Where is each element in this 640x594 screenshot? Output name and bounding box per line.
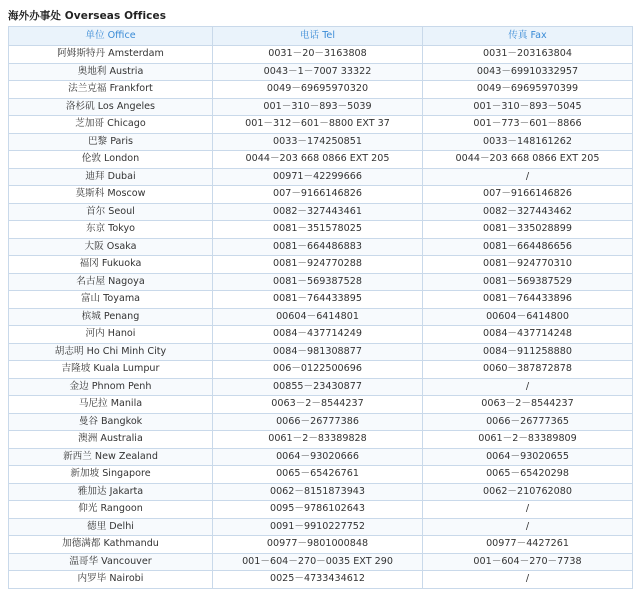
table-row (9, 98, 633, 116)
tel-cell: 001－310－893－5039 (213, 98, 423, 116)
fax-cell: / (423, 571, 633, 589)
table-row (9, 466, 633, 484)
column-header-fax: 传真 Fax (423, 27, 633, 46)
fax-cell: 0081－764433896 (423, 291, 633, 309)
table-row (9, 186, 633, 204)
office-cell: 巴黎 Paris (9, 133, 213, 151)
table-row (9, 483, 633, 501)
tel-cell: 0095－9786102643 (213, 501, 423, 519)
office-cell: 阿姆斯特丹 Amsterdam (9, 46, 213, 64)
office-cell: 伦敦 London (9, 151, 213, 169)
tel-cell: 00604－6414801 (213, 308, 423, 326)
office-cell: 莫斯科 Moscow (9, 186, 213, 204)
table-row (9, 553, 633, 571)
table-row (9, 81, 633, 99)
tel-cell: 00977－9801000848 (213, 536, 423, 554)
table-body (9, 46, 633, 589)
fax-cell: 0065－65420298 (423, 466, 633, 484)
page-title: 海外办事处 Overseas Offices (8, 10, 167, 22)
table-row (9, 326, 633, 344)
table-header-row (9, 27, 633, 46)
fax-cell: 0084－437714248 (423, 326, 633, 344)
fax-cell: / (423, 168, 633, 186)
tel-cell: 0063－2－8544237 (213, 396, 423, 414)
offices-table (8, 26, 633, 589)
fax-cell: 001－604－270－7738 (423, 553, 633, 571)
office-cell: 大阪 Osaka (9, 238, 213, 256)
table-row (9, 396, 633, 414)
fax-cell: 0081－569387529 (423, 273, 633, 291)
office-cell: 河内 Hanoi (9, 326, 213, 344)
table-row (9, 133, 633, 151)
table-row (9, 413, 633, 431)
office-cell: 德里 Delhi (9, 518, 213, 536)
table-row (9, 168, 633, 186)
table-row (9, 448, 633, 466)
table-row (9, 151, 633, 169)
table-row (9, 571, 633, 589)
tel-cell: 0081－664486883 (213, 238, 423, 256)
office-cell: 首尔 Seoul (9, 203, 213, 221)
tel-cell: 0066－26777386 (213, 413, 423, 431)
office-cell: 胡志明 Ho Chi Minh City (9, 343, 213, 361)
table-row (9, 46, 633, 64)
fax-cell: 0043－69910332957 (423, 63, 633, 81)
office-cell: 芝加哥 Chicago (9, 116, 213, 134)
office-cell: 内罗毕 Nairobi (9, 571, 213, 589)
table-row (9, 273, 633, 291)
office-cell: 迪拜 Dubai (9, 168, 213, 186)
office-cell: 马尼拉 Manila (9, 396, 213, 414)
office-cell: 奥地利 Austria (9, 63, 213, 81)
table-row (9, 116, 633, 134)
fax-cell: 0060－387872878 (423, 361, 633, 379)
table-row (9, 536, 633, 554)
table-row (9, 431, 633, 449)
office-cell: 法兰克福 Frankfort (9, 81, 213, 99)
fax-cell: 0063－2－8544237 (423, 396, 633, 414)
tel-cell: 0082－327443461 (213, 203, 423, 221)
office-cell: 东京 Tokyo (9, 221, 213, 239)
office-cell: 福冈 Fukuoka (9, 256, 213, 274)
fax-cell: / (423, 518, 633, 536)
office-cell: 名古屋 Nagoya (9, 273, 213, 291)
table-row (9, 518, 633, 536)
office-cell: 温哥华 Vancouver (9, 553, 213, 571)
fax-cell: 0081－335028899 (423, 221, 633, 239)
fax-cell: 0081－924770310 (423, 256, 633, 274)
office-cell: 新加坡 Singapore (9, 466, 213, 484)
table-row (9, 203, 633, 221)
fax-cell: 00977－4427261 (423, 536, 633, 554)
tel-cell: 0025－4733434612 (213, 571, 423, 589)
tel-cell: 007－9166146826 (213, 186, 423, 204)
tel-cell: 0064－93020666 (213, 448, 423, 466)
tel-cell: 0062－8151873943 (213, 483, 423, 501)
fax-cell: / (423, 501, 633, 519)
tel-cell: 001－312－601－8800 EXT 37 (213, 116, 423, 134)
tel-cell: 0065－65426761 (213, 466, 423, 484)
fax-cell: 001－773－601－8866 (423, 116, 633, 134)
table-row (9, 238, 633, 256)
office-cell: 洛杉矶 Los Angeles (9, 98, 213, 116)
office-cell: 富山 Toyama (9, 291, 213, 309)
tel-cell: 0031－20－3163808 (213, 46, 423, 64)
table-row (9, 343, 633, 361)
table-row (9, 308, 633, 326)
fax-cell: 00604－6414800 (423, 308, 633, 326)
fax-cell: 0031－203163804 (423, 46, 633, 64)
office-cell: 曼谷 Bangkok (9, 413, 213, 431)
office-cell: 澳洲 Australia (9, 431, 213, 449)
column-header-tel: 电话 Tel (213, 27, 423, 46)
tel-cell: 0081－764433895 (213, 291, 423, 309)
office-cell: 雅加达 Jakarta (9, 483, 213, 501)
fax-cell: 0062－210762080 (423, 483, 633, 501)
office-cell: 吉隆坡 Kuala Lumpur (9, 361, 213, 379)
fax-cell: 001－310－893－5045 (423, 98, 633, 116)
tel-cell: 001－604－270－0035 EXT 290 (213, 553, 423, 571)
fax-cell: / (423, 378, 633, 396)
table-row (9, 63, 633, 81)
column-header-office: 单位 Office (9, 27, 213, 46)
office-cell: 金边 Phnom Penh (9, 378, 213, 396)
tel-cell: 0084－437714249 (213, 326, 423, 344)
table-row (9, 501, 633, 519)
table-row (9, 221, 633, 239)
table-row (9, 361, 633, 379)
office-cell: 仰光 Rangoon (9, 501, 213, 519)
tel-cell: 0081－351578025 (213, 221, 423, 239)
fax-cell: 0066－26777365 (423, 413, 633, 431)
fax-cell: 0081－664486656 (423, 238, 633, 256)
table-row (9, 256, 633, 274)
tel-cell: 006－0122500696 (213, 361, 423, 379)
fax-cell: 007－9166146826 (423, 186, 633, 204)
fax-cell: 0049－69695970399 (423, 81, 633, 99)
tel-cell: 0084－981308877 (213, 343, 423, 361)
fax-cell: 0044－203 668 0866 EXT 205 (423, 151, 633, 169)
tel-cell: 0043－1－7007 33322 (213, 63, 423, 81)
tel-cell: 0033－174250851 (213, 133, 423, 151)
fax-cell: 0064－93020655 (423, 448, 633, 466)
tel-cell: 0061－2－83389828 (213, 431, 423, 449)
office-cell: 加德满都 Kathmandu (9, 536, 213, 554)
tel-cell: 0044－203 668 0866 EXT 205 (213, 151, 423, 169)
tel-cell: 0081－924770288 (213, 256, 423, 274)
office-cell: 槟城 Penang (9, 308, 213, 326)
tel-cell: 00971－42299666 (213, 168, 423, 186)
tel-cell: 0081－569387528 (213, 273, 423, 291)
fax-cell: 0061－2－83389809 (423, 431, 633, 449)
office-cell: 新西兰 New Zealand (9, 448, 213, 466)
fax-cell: 0033－148161262 (423, 133, 633, 151)
tel-cell: 0091－9910227752 (213, 518, 423, 536)
tel-cell: 0049－69695970320 (213, 81, 423, 99)
table-row (9, 378, 633, 396)
fax-cell: 0082－327443462 (423, 203, 633, 221)
table-row (9, 291, 633, 309)
tel-cell: 00855－23430877 (213, 378, 423, 396)
fax-cell: 0084－911258880 (423, 343, 633, 361)
